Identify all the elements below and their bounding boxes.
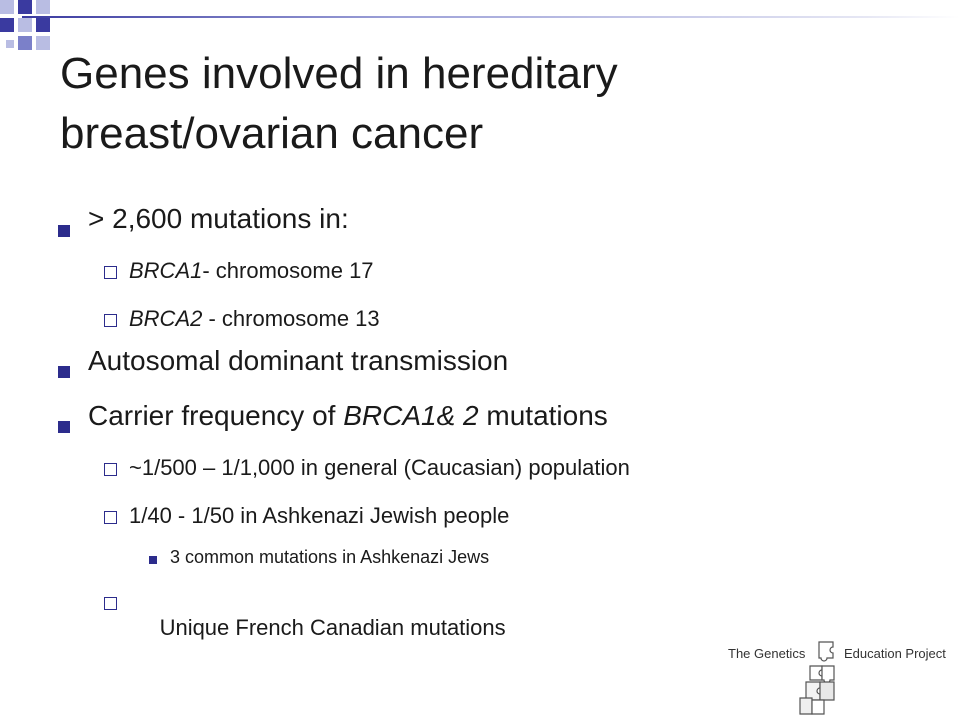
bullet-marker xyxy=(58,366,70,378)
sub-bullet-general-population xyxy=(129,455,630,481)
title-line-2: breast/ovarian cancer xyxy=(60,109,484,158)
sub-sub-bullet-common-mutations xyxy=(170,547,489,568)
bullet-marker xyxy=(149,556,157,564)
checkbox-bullet-icon xyxy=(104,463,117,476)
deco-square xyxy=(6,40,14,48)
deco-square xyxy=(36,0,50,14)
bullet-autosomal xyxy=(88,345,508,377)
title-line-1: Genes involved in hereditary xyxy=(60,49,618,98)
logo-text-right: Education Project xyxy=(844,646,946,661)
sub-bullet-brca2 xyxy=(129,306,380,332)
bullet-text: - chromosome 13 xyxy=(202,306,380,331)
sub-bullet-ashkenazi xyxy=(129,503,509,529)
bullet-mutations xyxy=(88,203,349,235)
bullet-text: 3 common mutations in Ashkenazi Jews xyxy=(170,547,490,567)
sub-bullet-french-canadian xyxy=(129,589,506,667)
bullet-text: Carrier frequency of xyxy=(88,400,344,431)
checkbox-bullet-icon xyxy=(104,597,117,610)
bullet-text: Unique French Canadian mutations xyxy=(153,615,506,640)
checkbox-bullet-icon xyxy=(104,314,117,327)
bullet-carrier-frequency xyxy=(88,400,608,432)
gene-name: BRCA1 xyxy=(129,258,203,283)
bullet-text: > 2,600 mutations in: xyxy=(88,203,349,234)
bullet-text: Autosomal dominant transmission xyxy=(88,345,509,376)
bullet-marker xyxy=(58,421,70,433)
gene-name: BRCA1& 2 xyxy=(343,400,479,431)
gene-name: BRCA2 xyxy=(129,306,203,331)
logo-text-left: The Genetics xyxy=(728,646,806,661)
genetics-education-project-logo xyxy=(722,636,958,718)
checkbox-bullet-icon xyxy=(104,511,117,524)
deco-square xyxy=(0,0,14,14)
bullet-text: 1/40 - 1/50 in Ashkenazi Jewish people xyxy=(129,503,510,528)
slide-title xyxy=(60,44,920,164)
deco-square xyxy=(18,36,32,50)
sub-bullet-brca1 xyxy=(129,258,374,284)
bullet-text: - chromosome 17 xyxy=(202,258,374,283)
checkbox-bullet-icon xyxy=(104,266,117,279)
deco-square xyxy=(36,36,50,50)
top-rule xyxy=(22,16,960,18)
deco-square xyxy=(0,18,14,32)
deco-square xyxy=(18,18,32,32)
deco-square xyxy=(36,18,50,32)
bullet-text: ~1/500 – 1/1,000 in general (Caucasian) population xyxy=(129,455,630,480)
deco-square xyxy=(18,0,32,14)
bullet-marker xyxy=(58,225,70,237)
bullet-text: mutations xyxy=(478,400,608,431)
